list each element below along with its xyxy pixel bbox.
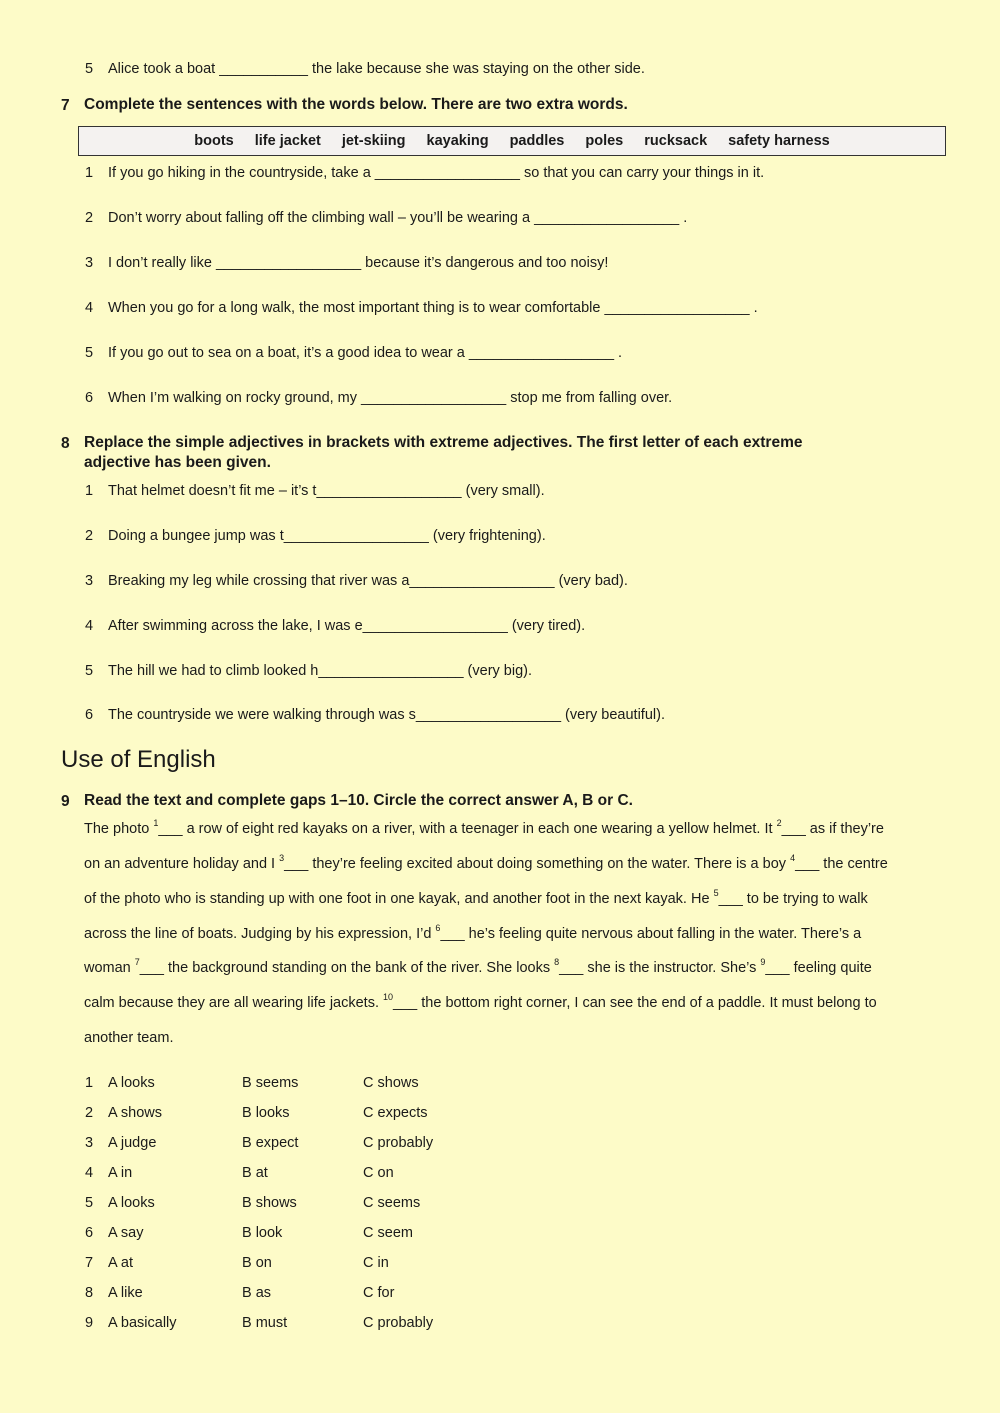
option-number: 8 [85,1285,94,1301]
item-text: Doing a bungee jump was t__________________ (very frightening). [108,528,546,544]
option-number: 3 [85,1135,94,1151]
item-text: Don’t worry about falling off the climbing wall – you’ll be wearing a __________________ . [108,210,688,226]
exercise-number: 8 [61,435,70,452]
option-c[interactable]: C probably [363,1135,434,1151]
section-title: Use of English [61,746,216,773]
item-number: 2 [85,528,94,544]
item-number: 3 [85,255,94,271]
option-c[interactable]: C on [363,1165,394,1181]
option-a[interactable]: A judge [108,1135,157,1151]
exercise-number: 9 [61,793,70,810]
option-number: 6 [85,1225,94,1241]
text-line: woman $^7$___ the background standing on the bank of the river. She looks $^8$___ she is the instructor. She’s $^9$___ feeling quite [84,957,872,976]
item-text: When I’m walking on rocky ground, my __________________ stop me from falling over. [108,390,673,406]
text-line: of the photo who is standing up with one foot in one kayak, and another foot in the next kayak. He $^5$___ to be trying to walk [84,888,868,907]
option-c[interactable]: C seem [363,1225,413,1241]
option-b[interactable]: B look [242,1225,283,1241]
option-a[interactable]: A at [108,1255,133,1271]
text-line: another team. [84,1030,174,1046]
option-c[interactable]: C probably [363,1315,434,1331]
option-c[interactable]: C seems [363,1195,421,1211]
text-line: The photo $^1$___ a row of eight red kayaks on a river, with a teenager in each one wearing a yellow helmet. It $^2$___ as if they’re [84,818,884,837]
item-text: After swimming across the lake, I was e__________________ (very tired). [108,618,586,634]
text-line: across the line of boats. Judging by his expression, I’d $^6$___ he’s feeling quite nervous about falling in the water. There’s a [84,923,862,942]
option-number: 2 [85,1105,94,1121]
item-number: 5 [85,345,94,361]
option-number: 7 [85,1255,94,1271]
item-text: The hill we had to climb looked h__________________ (very big). [108,663,533,679]
word: life jacket [254,133,321,149]
option-a[interactable]: A like [108,1285,143,1301]
option-b[interactable]: B shows [242,1195,297,1211]
word: paddles [509,133,565,149]
text-line: calm because they are all wearing life jackets. $^{10}$___ the bottom right corner, I can see the end of a paddle. It must belong to [84,992,877,1011]
item-number: 4 [85,618,94,634]
option-a[interactable]: A looks [108,1075,155,1091]
item-text: If you go hiking in the countryside, take a __________________ so that you can carry your things in it. [108,165,765,181]
option-number: 5 [85,1195,94,1211]
word: jet-skiing [341,133,406,149]
option-number: 4 [85,1165,94,1181]
option-a[interactable]: A say [108,1225,144,1241]
option-a[interactable]: A shows [108,1105,162,1121]
item-text: Breaking my leg while crossing that river was a__________________ (very bad). [108,573,628,589]
word: boots [194,133,234,149]
option-c[interactable]: C in [363,1255,389,1271]
item-number: 6 [85,390,94,406]
option-b[interactable]: B looks [242,1105,290,1121]
item-number: 5 [85,663,94,679]
word: kayaking [426,133,489,149]
item-number: 5 [85,61,94,77]
exercise-heading: Complete the sentences with the words below. There are two extra words. [84,96,628,113]
item-number: 4 [85,300,94,316]
exercise-heading: Read the text and complete gaps 1–10. Circle the correct answer A, B or C. [84,792,633,809]
item-number: 6 [85,707,94,723]
option-a[interactable]: A in [108,1165,133,1181]
word: poles [585,133,624,149]
exercise-number: 7 [61,97,70,114]
option-b[interactable]: B must [242,1315,288,1331]
option-c[interactable]: C for [363,1285,395,1301]
option-number: 1 [85,1075,94,1091]
option-c[interactable]: C expects [363,1105,428,1121]
item-text: That helmet doesn’t fit me – it’s t__________________ (very small). [108,483,545,499]
option-a[interactable]: A looks [108,1195,155,1211]
item-number: 1 [85,165,94,181]
word: safety harness [728,133,830,149]
item-text: Alice took a boat ___________ the lake because she was staying on the other side. [108,61,645,77]
item-text: When you go for a long walk, the most important thing is to wear comfortable __________________ . [108,300,758,316]
option-c[interactable]: C shows [363,1075,419,1091]
item-text: If you go out to sea on a boat, it’s a good idea to wear a __________________ . [108,345,623,361]
option-b[interactable]: B on [242,1255,272,1271]
word-box [78,126,946,156]
option-a[interactable]: A basically [108,1315,177,1331]
exercise-heading-line1: Replace the simple adjectives in brackets with extreme adjectives. The first letter of each extreme [84,434,803,451]
text-line: on an adventure holiday and I $^3$___ they’re feeling excited about doing something on the water. There is a boy $^4$___ the centre [84,853,888,872]
item-number: 2 [85,210,94,226]
item-text: The countryside we were walking through was s__________________ (very beautiful). [108,707,665,723]
option-b[interactable]: B expect [242,1135,299,1151]
option-number: 9 [85,1315,94,1331]
item-number: 3 [85,573,94,589]
exercise-heading-line2: adjective has been given. [84,454,271,471]
option-b[interactable]: B as [242,1285,272,1301]
option-b[interactable]: B at [242,1165,268,1181]
option-b[interactable]: B seems [242,1075,299,1091]
item-number: 1 [85,483,94,499]
item-text: I don’t really like __________________ because it’s dangerous and too noisy! [108,255,609,271]
word: rucksack [644,133,708,149]
